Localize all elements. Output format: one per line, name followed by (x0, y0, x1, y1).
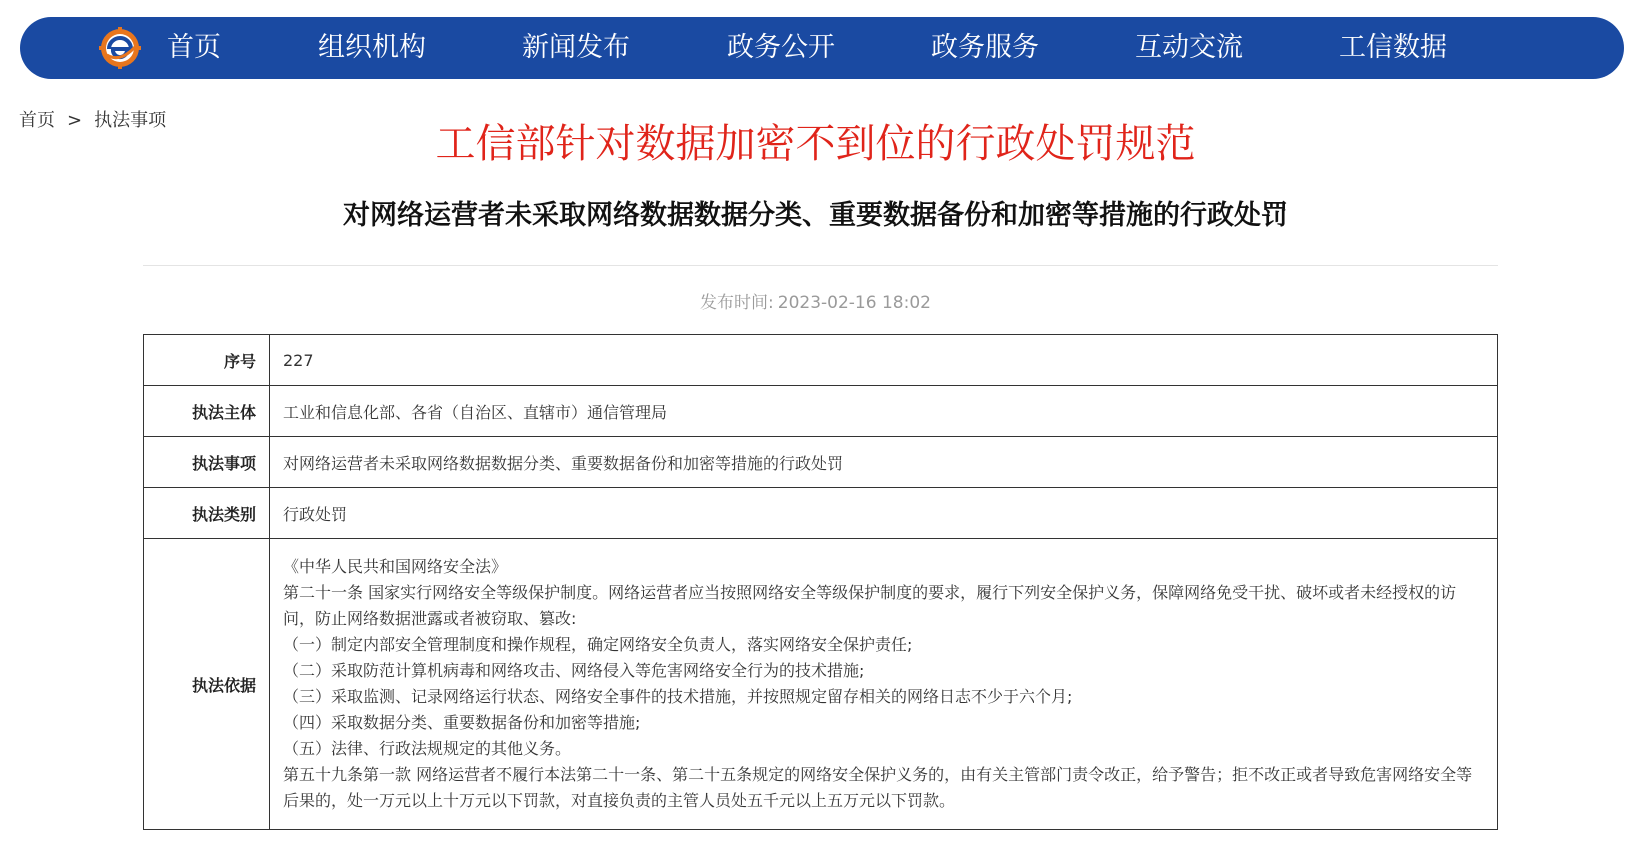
table-row (144, 386, 1498, 437)
nav-item-organization[interactable]: 组织机构 (318, 32, 426, 63)
breadcrumb-current-link[interactable]: 执法事项 (94, 110, 167, 131)
basis-line-item-2: （二）采取防范计算机病毒和网络攻击、网络侵入等危害网络安全行为的技术措施; (283, 661, 865, 680)
nav-item-data[interactable]: 工信数据 (1339, 32, 1447, 63)
title-divider (143, 265, 1498, 266)
row-value-basis (270, 539, 1498, 830)
page-title: 工信部针对数据加密不到位的行政处罚规范 (435, 121, 1196, 167)
nav-item-home[interactable]: 首页 (167, 32, 221, 63)
row-key-basis: 执法依据 (144, 539, 270, 830)
table-row (144, 335, 1498, 386)
top-nav-bar (20, 17, 1624, 79)
basis-line-item-4: （四）采取数据分类、重要数据备份和加密等措施; (283, 713, 641, 732)
row-value-serial: 227 (270, 335, 1498, 386)
nav-item-government-services[interactable]: 政务服务 (931, 32, 1039, 63)
basis-line-law: 《中华人民共和国网络安全法》 (283, 557, 508, 576)
table-row (144, 539, 1498, 830)
basis-line-article-59: 第五十九条第一款 网络运营者不履行本法第二十一条、第二十五条规定的网络安全保护义务的，由有关主管部门责令改正，给予警告；拒不改正或者导致危害网络安全等后果的，处一万元以上十万元以下罚款，对直接负责的主管人员处五千元以上五万元以下罚款。 (283, 765, 1473, 810)
publish-time-value: 2023-02-16 18:02 (777, 293, 931, 313)
basis-line-article-21: 第二十一条 国家实行网络安全等级保护制度。网络运营者应当按照网络安全等级保护制度的要求，履行下列安全保护义务，保障网络免受干扰、破坏或者未经授权的访问，防止网络数据泄露或者被窃取、篡改: (283, 583, 1457, 628)
row-value-matter: 对网络运营者未采取网络数据数据分类、重要数据备份和加密等措施的行政处罚 (270, 437, 1498, 488)
breadcrumb-separator: > (67, 110, 83, 131)
row-key-subject: 执法主体 (144, 386, 270, 437)
breadcrumb-home-link[interactable]: 首页 (19, 110, 55, 131)
row-value-subject: 工业和信息化部、各省（自治区、直辖市）通信管理局 (270, 386, 1498, 437)
enforcement-info-table (143, 334, 1498, 830)
row-key-serial: 序号 (144, 335, 270, 386)
publish-time-label: 发布时间: (700, 293, 774, 313)
nav-item-interaction[interactable]: 互动交流 (1135, 32, 1243, 63)
basis-line-item-5: （五）法律、行政法规规定的其他义务。 (283, 739, 572, 758)
basis-line-item-1: （一）制定内部安全管理制度和操作规程，确定网络安全负责人，落实网络安全保护责任; (283, 635, 913, 654)
row-value-category: 行政处罚 (270, 488, 1498, 539)
nav-item-government-affairs[interactable]: 政务公开 (727, 32, 835, 63)
basis-line-item-3: （三）采取监测、记录网络运行状态、网络安全事件的技术措施，并按照规定留存相关的网络日志不少于六个月; (283, 687, 1073, 706)
row-key-matter: 执法事项 (144, 437, 270, 488)
nav-item-news[interactable]: 新闻发布 (522, 32, 630, 63)
article-subtitle: 对网络运营者未采取网络数据数据分类、重要数据备份和加密等措施的行政处罚 (343, 200, 1288, 231)
table-row (144, 488, 1498, 539)
miit-logo-icon[interactable] (99, 27, 141, 69)
table-row (144, 437, 1498, 488)
row-key-category: 执法类别 (144, 488, 270, 539)
publish-time (0, 288, 1631, 313)
